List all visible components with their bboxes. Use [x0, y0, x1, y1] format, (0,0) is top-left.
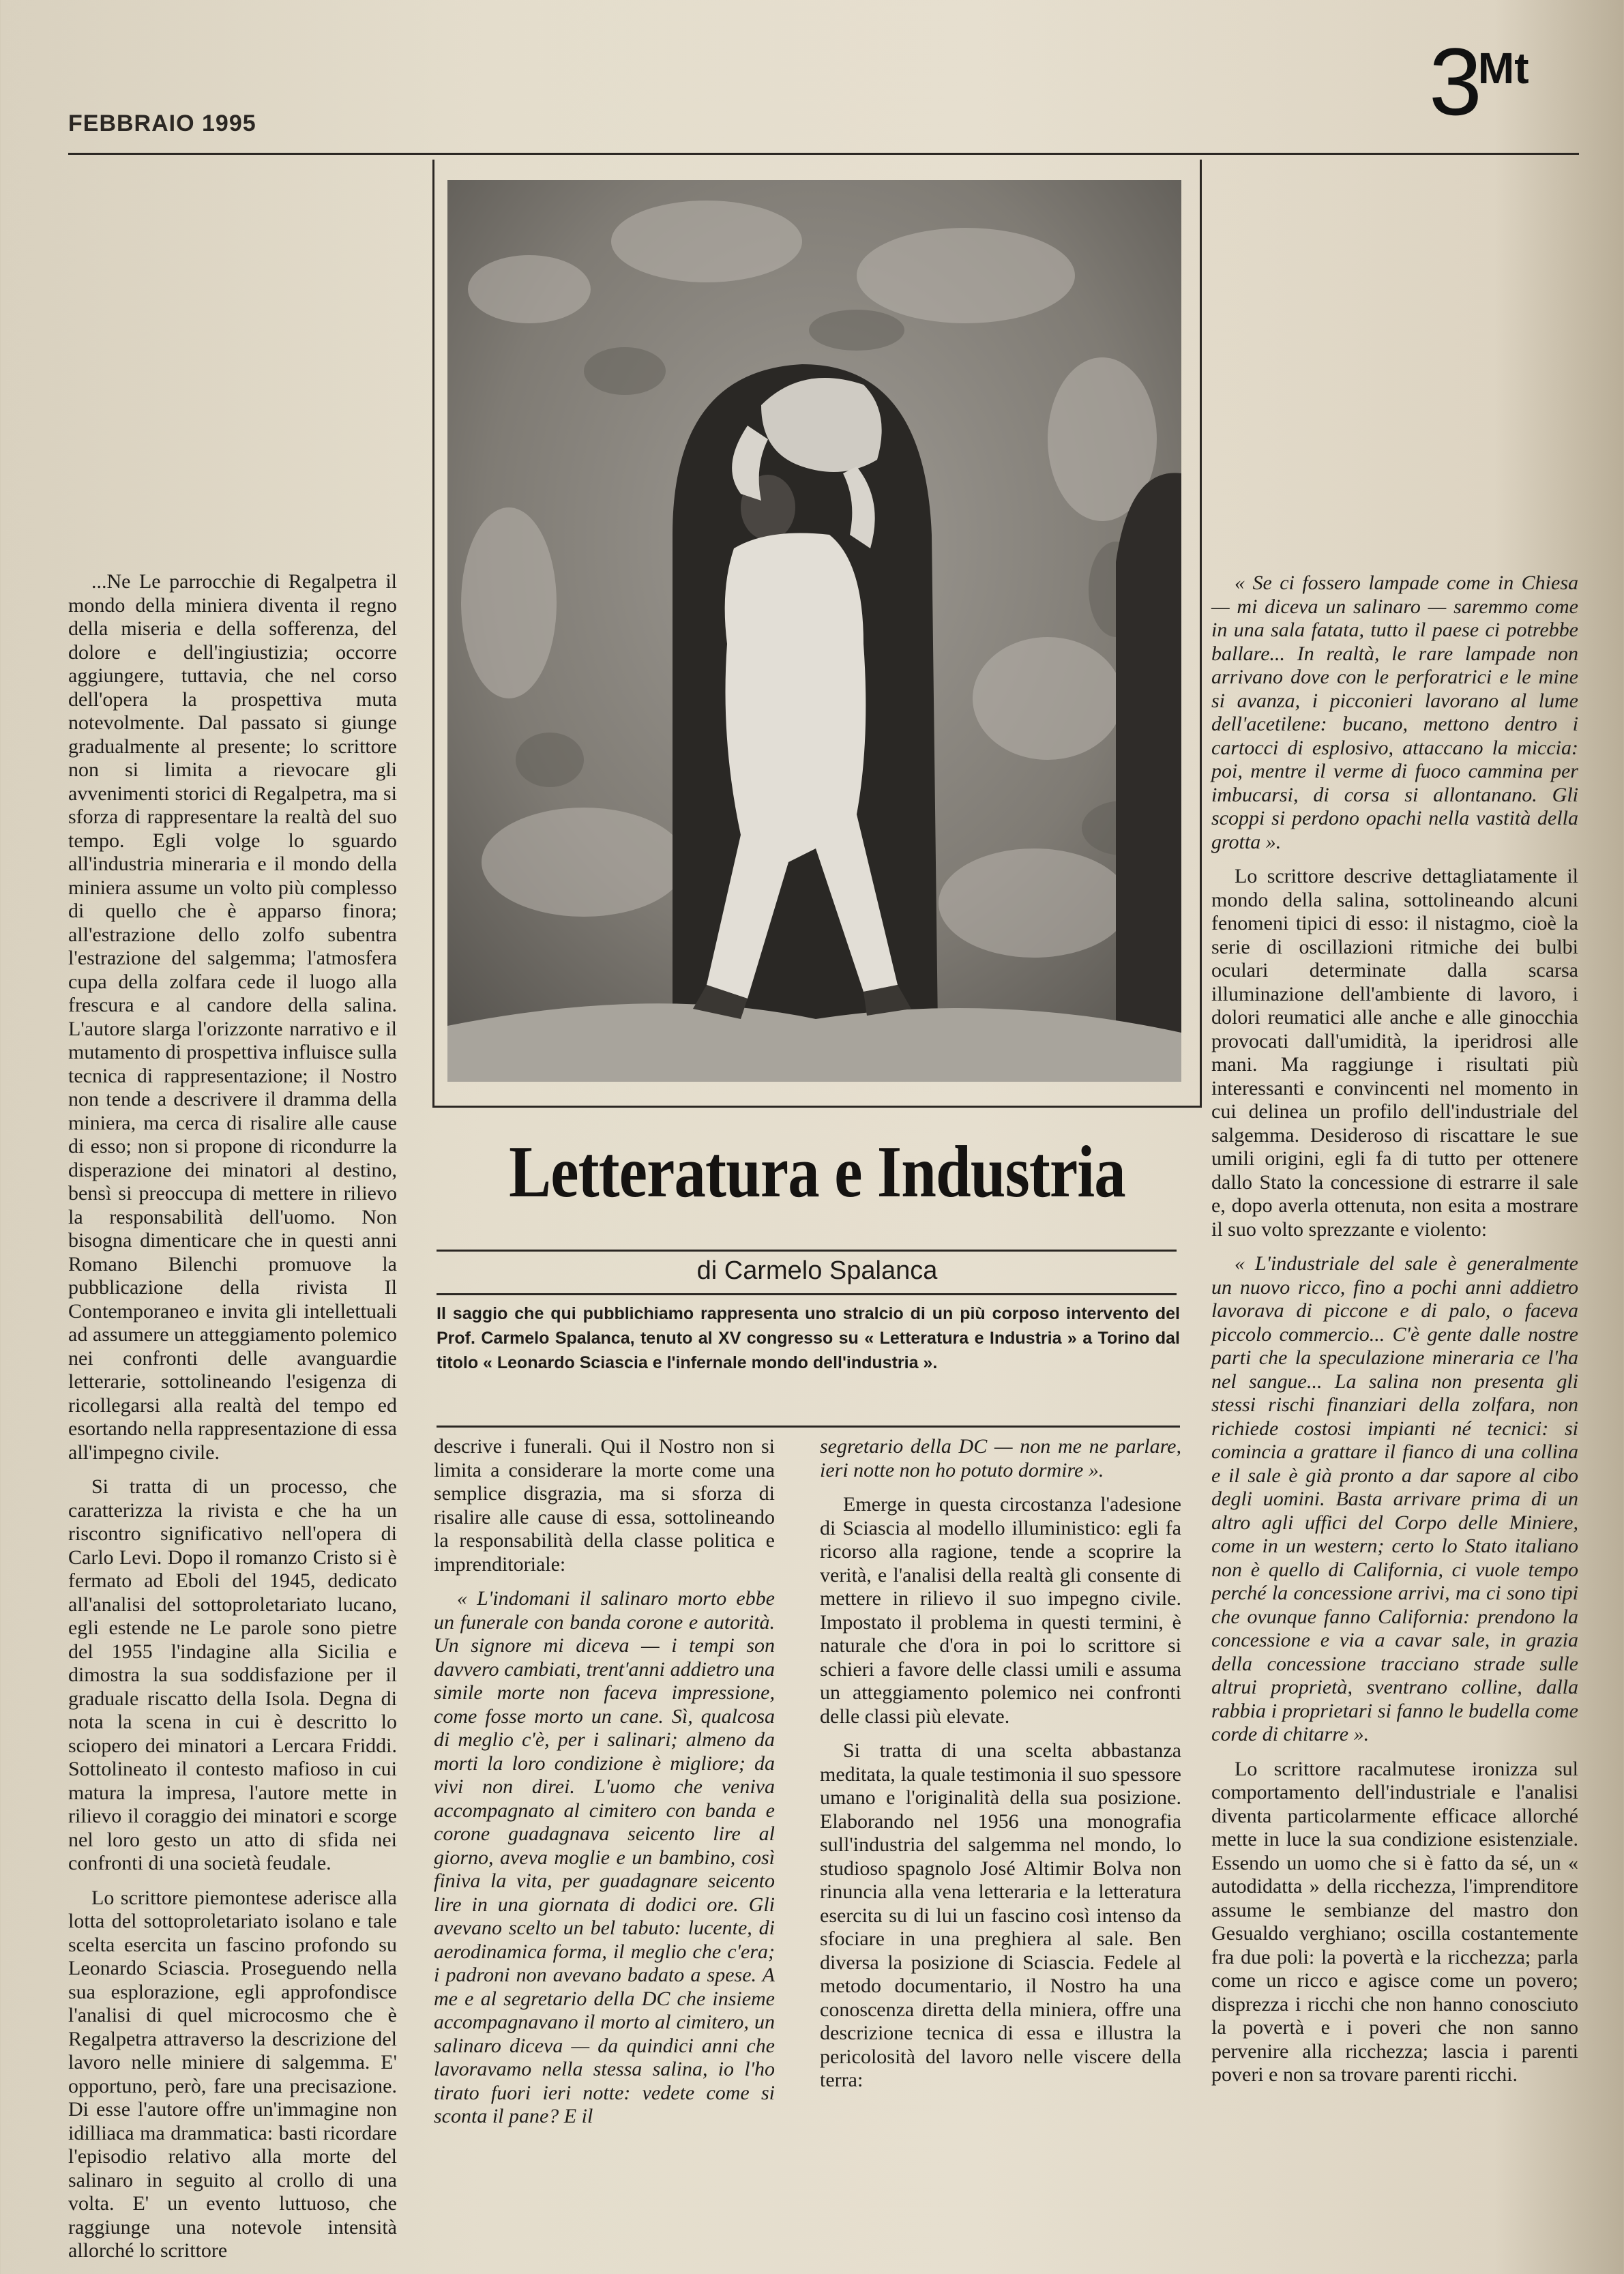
quotation: « Se ci fossero lampade come in Chiesa — mi diceva un salinaro — saremmo come in una sala fatata, tutto il paese ci potrebbe ballare... In realtà, le rare lampade non arrivano dove con le perforatrici e le mine si avanza, i picconieri lavorano al lume dell'acetilene: bucano, mettono dentro i cartocci di esplosivo, attaccano la miccia: poi, mentre il verme di fuoco cammina per imbucarsi, di corsa si allontanano. Gli scoppi si perdono opachi nella vastità della grotta ».: [1211, 572, 1578, 853]
quotation: « L'industriale del sale è generalmente un nuovo ricco, fino a pochi anni addietro lavorava di piccone e di palo, o faceva piccolo commercio... C'è gente dalle nostre parti che la speculazione mineraria ce l'ha nel sangue... La salina non presenta gli stessi rischi finanziari della zolfara, non richiede costosi impianti né tecnici: si comincia a grattare il fianco di una collina e il sale è già pronto a dar sapore al cibo degli uomini. Basta arrivare prima di un altro agli uffici del Corpo delle Miniere, come in un western; certo lo Stato italiano non è quello di California, ci vuole tempo perché la concessione arrivi, ma ci sono tipi che ovunque fanno California: prendono la concessione e via a cavar sale, in grazia della concessione tracciano strade sulle altrui proprietà, sventrano colline, dalla rabbia i proprietari si fanno le budella come corde di chitarre ».: [1211, 1252, 1578, 1745]
text-column-1: [68, 570, 397, 2274]
logo-number: 3: [1429, 28, 1482, 135]
paragraph: descrive i funerali. Qui il Nostro non si limita a considerare la morte come una semplice disgrazia, ma si sforza di risalire alle cause di essa, sottolineando la responsabilità della classe politica e imprenditoriale:: [434, 1435, 775, 1576]
logo-letters: Mt: [1477, 44, 1529, 93]
byline-rule: [437, 1293, 1177, 1295]
magazine-logo: [1429, 28, 1529, 135]
article-title: Letteratura e Industria: [509, 1132, 1125, 1213]
paragraph: Si tratta di un processo, che caratterizza la rivista e che ha un riscontro significativo nell'opera di Carlo Levi. Dopo il romanzo Cristo si è fermato ad Eboli del 1945, dedicato all'analisi del sottoproletariato lucano, egli estende ne Le parole sono pietre del 1955 l'indagine alla Sicilia e dimostra la sua soddisfazione per il graduale riscatto della Isola. Degna di nota la scena in cui è descritto lo sciopero dei minatori a Lercara Friddi. Sottolineato il contesto mafioso in cui matura la impresa, l'autore mette in rilievo il coraggio dei minatori e scorge nel loro gesto un atto di sfida nei confronti di una società feudale.: [68, 1475, 397, 1874]
intro-rule: [437, 1426, 1180, 1428]
paragraph: Lo scrittore racalmutese ironizza sul comportamento dell'industriale e l'analisi diventa particolarmente efficace allorché mette in luce la sua condizione esistenziale. Essendo un uomo che si è fatto da sé, un « autodidatta » della ricchezza, l'imprenditore assume le sembianze del mastro don Gesualdo verghiano; oscilla costantemente fra due poli: la povertà e la ricchezza; parla come un ricco e agisce come un povero; disprezza i ricchi che non hanno conosciuto la povertà e i poveri che non sanno pervenire alla ricchezza; lascia i parenti poveri e non sa trovare parenti ricchi.: [1211, 1757, 1578, 2086]
quotation: segretario della DC — non me ne parlare, ieri notte non ho potuto dormire ».: [820, 1435, 1181, 1481]
paragraph: Lo scrittore descrive dettagliatamente il mondo della salina, sottolineando alcuni fenomeni tipici di esso: il nistagmo, cioè la serie di oscillazioni ritmiche dei bulbi oculari determinate dalla scarsa illuminazione dell'ambiente di lavoro, i dolori reumatici alle anche e alle ginocchia provocati dall'umidità, la iperidrosi alle mani. Ma raggiunge i risultati più interessanti e convincenti nel momento in cui delinea un profilo dell'industriale del salgemma. Desideroso di riscattare le sue umili origini, egli fa di tutto per ottenere dallo Stato la concessione di estrarre il sale e, dopo averla ottenuta, non esita a mostrare il suo volto sprezzante e violento:: [1211, 865, 1578, 1241]
title-rule: [437, 1250, 1177, 1252]
paragraph: ...Ne Le parrocchie di Regalpetra il mondo della miniera diventa il regno della miseria e della sofferenza, del dolore e dell'ingiustizia; occorre aggiungere, tuttavia, che nel corso dell'opera la prospettiva muta notevolmente. Dal passato si giunge gradualmente al presente; lo scrittore non si limita a rievocare gli avvenimenti storici di Regalpetra, ma si sforza di rappresentare la realtà del suo tempo. Egli volge lo sguardo all'industria mineraria e il mondo della miniera assume un volto più complesso di quello che è apparso finora; all'estrazione dello zolfo subentra l'estrazione del salgemma; l'atmosfera cupa della zolfara cede il luogo alla frescura e al candore della salina. L'autore slarga l'orizzonte narrativo e il mutamento di prospettiva influisce sulla tecnica di rappresentazione; il Nostro non tende a descrivere il dramma della miniera, ma cerca di risalire alle cause di esso; non si propone di ricondurre la disperazione dei minatori al destino, bensì si preoccupa di mettere in rilievo la responsabilità dell'uomo. Non bisogna dimenticare che in questi anni Romano Bilenchi promuove la pubblicazione della rivista Il Contemporaneo e invita gli intellettuali ad assumere un atteggiamento polemico nei confronti delle avanguardie letterarie, sottolineando l'esigenza di ricollegarsi alla realtà del tempo ed esortando nella rappresentazione di essa all'impegno civile.: [68, 570, 397, 1464]
quotation: « L'indomani il salinaro morto ebbe un funerale con banda corone e autorità. Un signore mi diceva — i tempi son davvero cambiati, trent'anni addietro una simile morte non faceva impressione, come fosse morto un cane. Sì, qualcosa di meglio c'è, per i salinari; almeno da morti la loro condizione è migliore; da vivi non direi. L'uomo che veniva accompagnato al cimitero con banda e corone guadagnava seicento lire al giorno, aveva moglie e un bambino, così finiva la vita, per guadagnare seicento lire in una giornata di dodici ore. Gli avevano scelto un bel tabuto: lucente, di aerodinamica forma, il meglio che c'era; i padroni non avevano badato a spese. A me e al segretario della DC che insieme accompagnavano il morto al cimitero, un salinaro diceva — da quindici anni che lavoravamo nella stessa salina, io l'ho tirato fuori ieri notte: vedete come si sconta il pane? E il: [434, 1587, 775, 2127]
text-column-4: [1211, 572, 1578, 2098]
article-intro: Il saggio che qui pubblichiamo rappresenta uno stralcio di un più corposo intervento del Prof. Carmelo Spalanca, tenuto al XV congresso su « Letteratura e Industria » a Torino dal titolo « Leonardo Sciascia e l'infernale mondo dell'industria ».: [437, 1304, 1180, 1372]
paragraph: Emerge in questa circostanza l'adesione di Sciascia al modello illuministico: egli fa ricorso alla ragione, tende a scoprire la verità, e l'analisi della realtà gli consente di mettere in rilievo il suo impegno civile. Impostato il problema in questi termini, è naturale che d'ora in poi lo scrittore si schieri a favore delle classi umili e assuma un atteggiamento polemico nei confronti delle classi più elevate.: [820, 1493, 1181, 1728]
issue-date: FEBBRAIO 1995: [68, 110, 256, 136]
text-column-3: [820, 1435, 1181, 2103]
paragraph: Lo scrittore piemontese aderisce alla lotta del sottoproletariato isolano e tale scelta esercita un fascino profondo su Leonardo Sciascia. Proseguendo nella sua esplorazione, egli approfondisce l'analisi di quel microcosmo che è Regalpetra attraverso la descrizione del lavoro nelle miniere di salgemma. E' opportuno, però, fare una precisazione. Di esse l'autore offre un'immagine non idilliaca ma drammatica: basti ricordare l'episodio relativo alla morte del salinaro in seguito al crollo di una volta. E' un evento luttuoso, che raggiunge una notevole intensità allorché lo scrittore: [68, 1886, 397, 2262]
header-rule: [68, 153, 1579, 155]
paragraph: Si tratta di una scelta abbastanza meditata, la quale testimonia il suo spessore umano e l'originalità della sua posizione. Elaborando nel 1956 una monografia sull'industria del salgemma nel mondo, lo studioso spagnolo José Altimir Bolva non rinuncia alla vena letteraria e la letteratura esercita su di lui un fascino così intenso da sfociare in una preghiera al sale. Ben diversa la posizione di Sciascia. Fedele al metodo documentario, il Nostro ha una conoscenza diretta della miniera, offre una descrizione tecnica di essa e illustra la pericolosità del lavoro nelle viscere della terra:: [820, 1739, 1181, 2091]
text-column-2: [434, 1435, 775, 2140]
byline: di Carmelo Spalanca: [696, 1256, 938, 1285]
miner-photo: [447, 180, 1181, 1082]
